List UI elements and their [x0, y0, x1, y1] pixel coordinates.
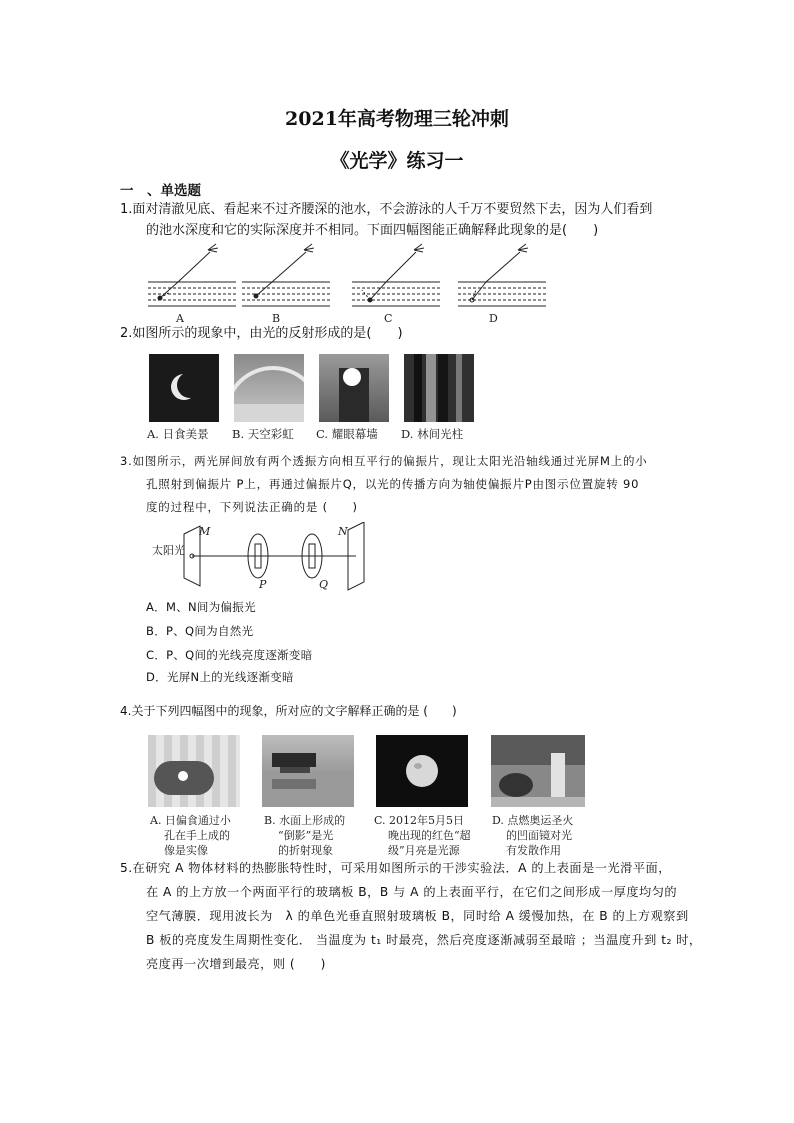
q1-refraction-diagrams	[140, 240, 580, 326]
q3-option-b: B．P、Q间为自然光	[146, 624, 254, 638]
q5-line2: 在 A 的上方放一个两面平行的玻璃板 B，B 与 A 的上表面平行，在它们之间形成一厚度均匀的	[146, 885, 678, 899]
q5-line1: 5.在研究 A 物体材料的热膨胀特性时，可采用如图所示的干涉实验法．A 的上表面是一光滑平面，	[120, 861, 671, 875]
q3-option-a: A．M、N间为偏振光	[146, 600, 256, 614]
q4-photo-moon	[376, 735, 468, 807]
q3-line2: 孔照射到偏振片 P上，再通过偏振片Q，以光的传播方向为轴使偏振片P由图示位置旋转 90	[146, 477, 640, 491]
q2-caption-a: A. 日食美景	[147, 427, 209, 441]
q1-diagram-d	[458, 244, 546, 306]
q1-diagram-c	[352, 244, 440, 306]
q3-line1: 3.如图所示，两光屏间放有两个透振方向相互平行的偏振片，现让太阳光沿轴线通过光屏M上的小	[120, 454, 648, 468]
q3-label-p: P	[259, 578, 267, 591]
q2-photo-curtain-wall	[319, 354, 389, 422]
q4-caption-b: B. 水面上形成的 “倒影”是光 的折射现象	[264, 814, 346, 857]
q2-caption-d: D. 林间光柱	[401, 427, 464, 441]
q1-label-a: A	[176, 312, 184, 325]
q4-photo-torch	[491, 735, 585, 807]
q2-caption-c: C. 耀眼幕墙	[316, 427, 378, 441]
page-subtitle: 《光学》练习一	[330, 150, 464, 172]
q3-option-d: D．光屏N上的光线逐渐变暗	[146, 670, 294, 684]
q3-label-sunlight: 太阳光	[152, 544, 185, 557]
q1-label-d: D	[489, 312, 498, 325]
q4-photo-hand	[148, 735, 240, 807]
q1-label-c: C	[384, 312, 393, 325]
q2-caption-b: B. 天空彩虹	[232, 427, 294, 441]
q2-photo-rainbow	[234, 354, 304, 422]
q2-photo-forest	[404, 354, 474, 422]
q5-line3: 空气薄膜．现用波长为 λ 的单色光垂直照射玻璃板 B，同时给 A 缓慢加热，在 B 的上方观察到	[146, 909, 689, 923]
q3-label-m: M	[199, 525, 211, 538]
q4-caption-a: A. 日偏食通过小 孔在手上成的 像是实像	[150, 814, 231, 857]
q4-caption-d: D. 点燃奥运圣火 的凹面镜对光 有发散作用	[492, 814, 574, 857]
q5-line5: 亮度再一次增到最亮，则 ( )	[146, 957, 326, 971]
q3-option-c: C．P、Q间的光线亮度逐渐变暗	[146, 648, 313, 662]
q3-label-n: N	[338, 525, 348, 538]
q5-line4: B 板的亮度发生周期性变化． 当温度为 t₁ 时最亮，然后亮度逐渐减弱至最暗 ；当温度升到 t₂ 时，	[146, 933, 702, 947]
q2-text: 2.如图所示的现象中，由光的反射形成的是( )	[120, 326, 403, 341]
q1-diagram-a	[148, 244, 236, 306]
q1-line1: 1.面对清澈见底、看起来不过齐腰深的池水，不会游泳的人千万不要贸然下去，因为人们看到	[120, 202, 653, 217]
q4-caption-c: C. 2012年5月5日 晚出现的红色“超 级”月亮是光源	[374, 814, 471, 857]
q2-photo-eclipse	[149, 354, 219, 422]
q1-line2: 的池水深度和它的实际深度并不相同。下面四幅图能正确解释此现象的是( )	[146, 223, 599, 238]
section-heading: 一 、单选题	[120, 183, 201, 199]
page-title: 2021年高考物理三轮冲刺	[285, 108, 509, 130]
q1-diagram-b	[242, 244, 330, 306]
q3-line3: 度的过程中，下列说法正确的是 ( )	[146, 500, 358, 514]
q4-photo-reflection	[262, 735, 354, 807]
q4-text: 4.关于下列四幅图中的现象，所对应的文字解释正确的是 ( )	[120, 704, 457, 718]
q1-label-b: B	[272, 312, 281, 325]
q3-label-q: Q	[319, 578, 329, 591]
